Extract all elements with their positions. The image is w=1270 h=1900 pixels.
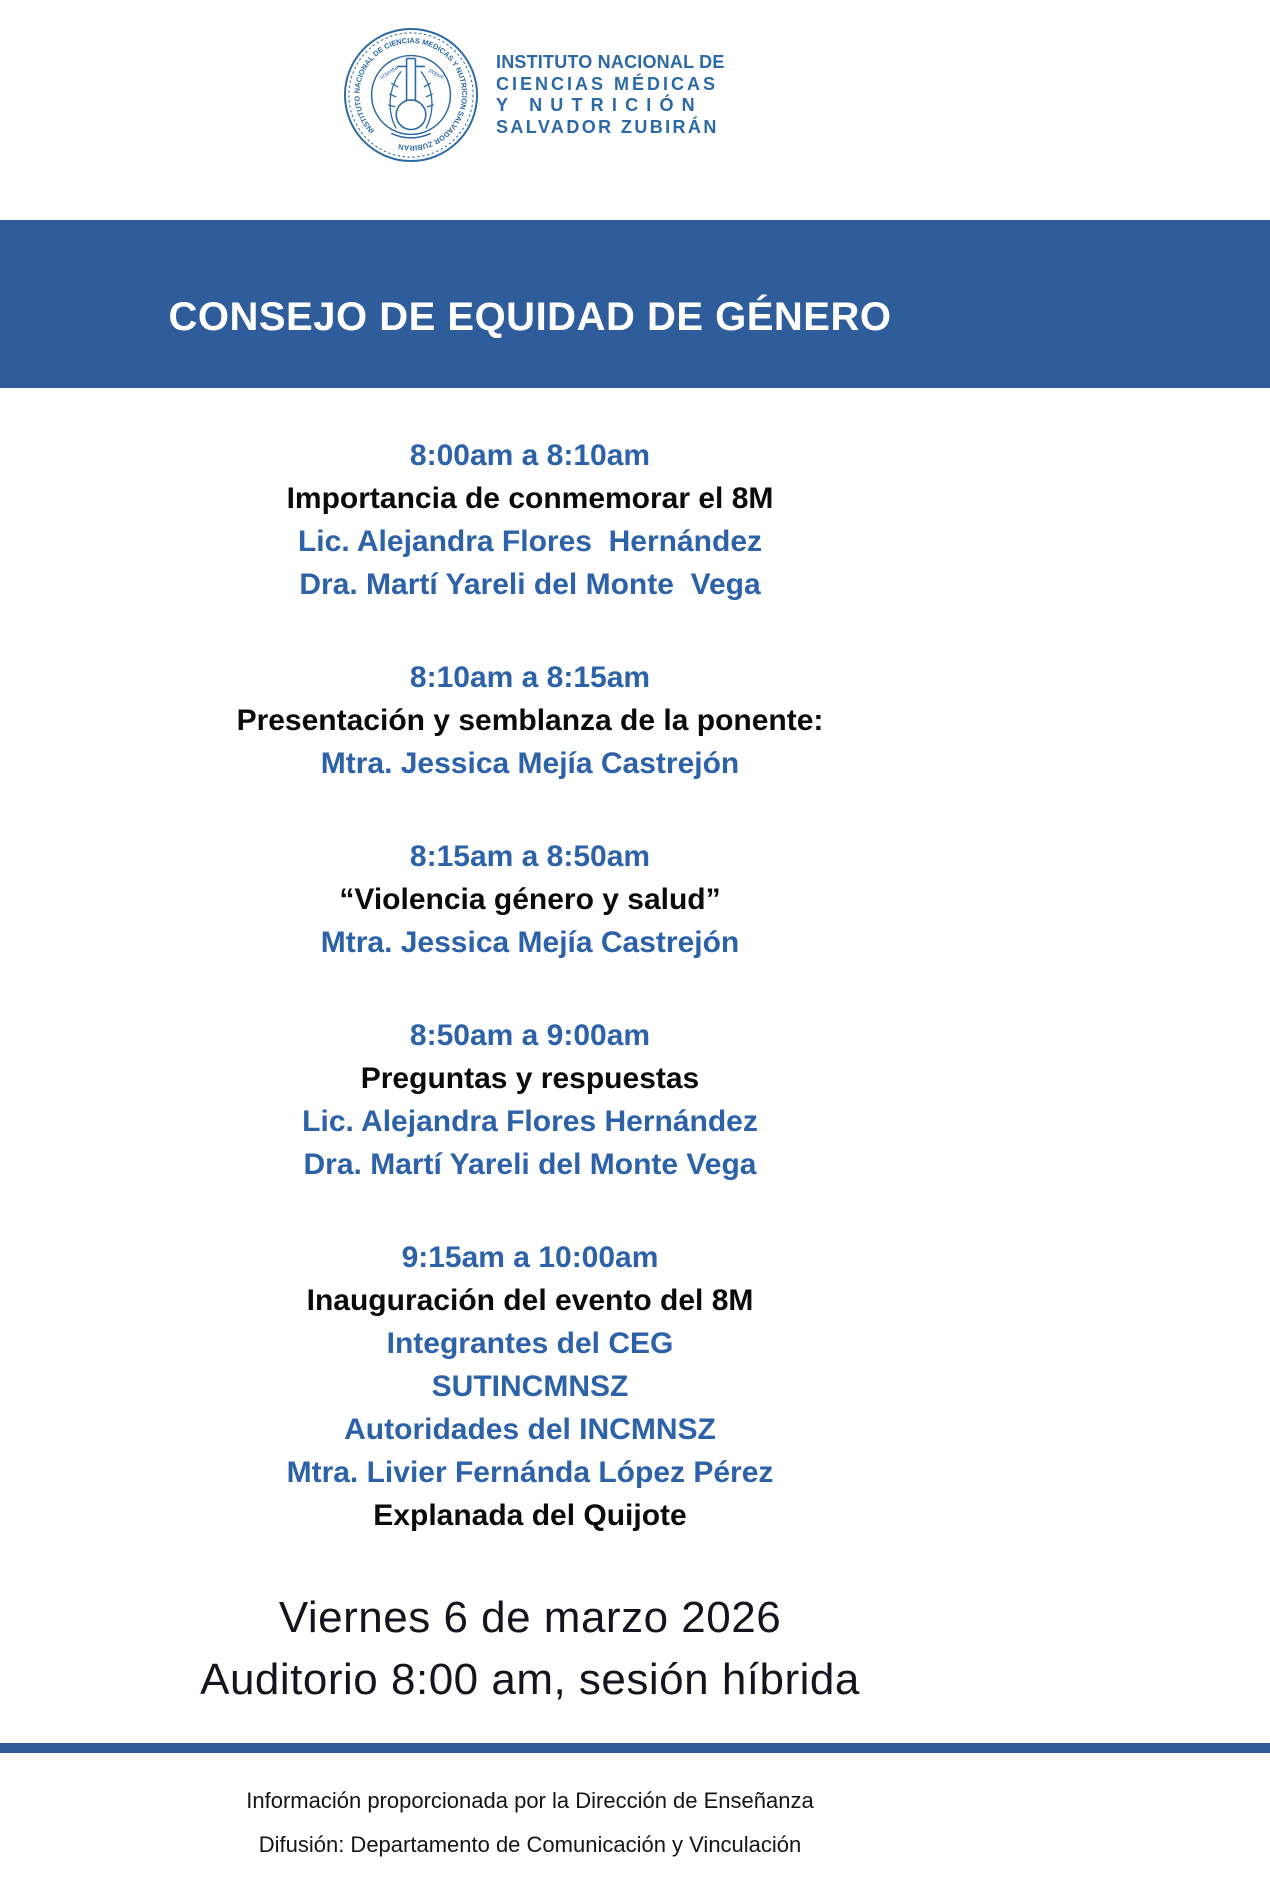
schedule-person-line: Mtra. Jessica Mejía Castrejón [320, 926, 740, 959]
schedule-person-line: Dra. Martí Yareli del Monte Vega [303, 1148, 757, 1181]
schedule-time-line: 9:15am a 10:00am [401, 1241, 659, 1274]
event-venue: Auditorio 8:00 am, sesión híbrida [200, 1655, 860, 1704]
schedule-title-line: Inauguración del evento del 8M [306, 1284, 754, 1317]
schedule-person-line: Integrantes del CEG [386, 1327, 674, 1360]
schedule-block [0, 1236, 1060, 1537]
institute-seal-icon [342, 26, 480, 164]
schedule-person-line: Dra. Martí Yareli del Monte Vega [299, 568, 761, 601]
footer [0, 1779, 1060, 1867]
schedule-place-line: Explanada del Quijote [373, 1499, 687, 1532]
title-banner [0, 220, 1270, 388]
schedule-person-line: Lic. Alejandra Flores Hernández [297, 525, 763, 558]
event-info [0, 1587, 1060, 1711]
footer-diffusion: Difusión: Departamento de Comunicación y Vinculación [258, 1832, 802, 1857]
footer-source: Información proporcionada por la Dirección de Enseñanza [246, 1788, 814, 1813]
schedule-title-line: “Violencia género y salud” [339, 883, 721, 916]
schedule-title-line: Preguntas y respuestas [360, 1062, 700, 1095]
seal-motto-left: scientia [379, 65, 400, 81]
institute-name-line: INSTITUTO NACIONAL DE [496, 52, 725, 72]
schedule-person-line: Autoridades del INCMNSZ [344, 1413, 716, 1446]
schedule-time-line: 8:00am a 8:10am [409, 439, 651, 472]
schedule-person-line: Mtra. Livier Fernánda López Pérez [286, 1456, 774, 1489]
header [0, 0, 1060, 164]
schedule-person-line: Mtra. Jessica Mejía Castrejón [320, 747, 740, 780]
schedule-block [0, 434, 1060, 606]
schedule-time-line: 8:10am a 8:15am [409, 661, 651, 694]
schedule-title-line: Importancia de conmemorar el 8M [286, 482, 774, 515]
divider-bar [0, 1743, 1270, 1753]
page-title: CONSEJO DE EQUIDAD DE GÉNERO [168, 294, 892, 339]
event-date: Viernes 6 de marzo 2026 [278, 1593, 782, 1642]
schedule-title-line: Presentación y semblanza de la ponente: [236, 704, 824, 737]
institute-name-line: SALVADOR ZUBIRÁN [496, 116, 719, 137]
schedule-time-line: 8:15am a 8:50am [409, 840, 651, 873]
schedule-time-line: 8:50am a 9:00am [409, 1019, 651, 1052]
schedule-person-line: SUTINCMNSZ [431, 1370, 629, 1403]
schedule-block [0, 835, 1060, 964]
schedule-person-line: Lic. Alejandra Flores Hernández [302, 1105, 758, 1138]
schedule-block [0, 656, 1060, 785]
institute-name [496, 52, 725, 138]
institute-name-line: Y NUTRICIÓN [496, 95, 703, 115]
schedule-block [0, 1014, 1060, 1186]
schedule [0, 388, 1060, 1537]
seal-circular-text: INSTITUTO NACIONAL DE CIENCIAS MEDICAS Y NUTRICION SALVADOR ZUBIRAN [352, 35, 470, 153]
institute-name-line: CIENCIAS MÉDICAS [496, 73, 719, 94]
seal-motto-right: populi [427, 67, 445, 81]
